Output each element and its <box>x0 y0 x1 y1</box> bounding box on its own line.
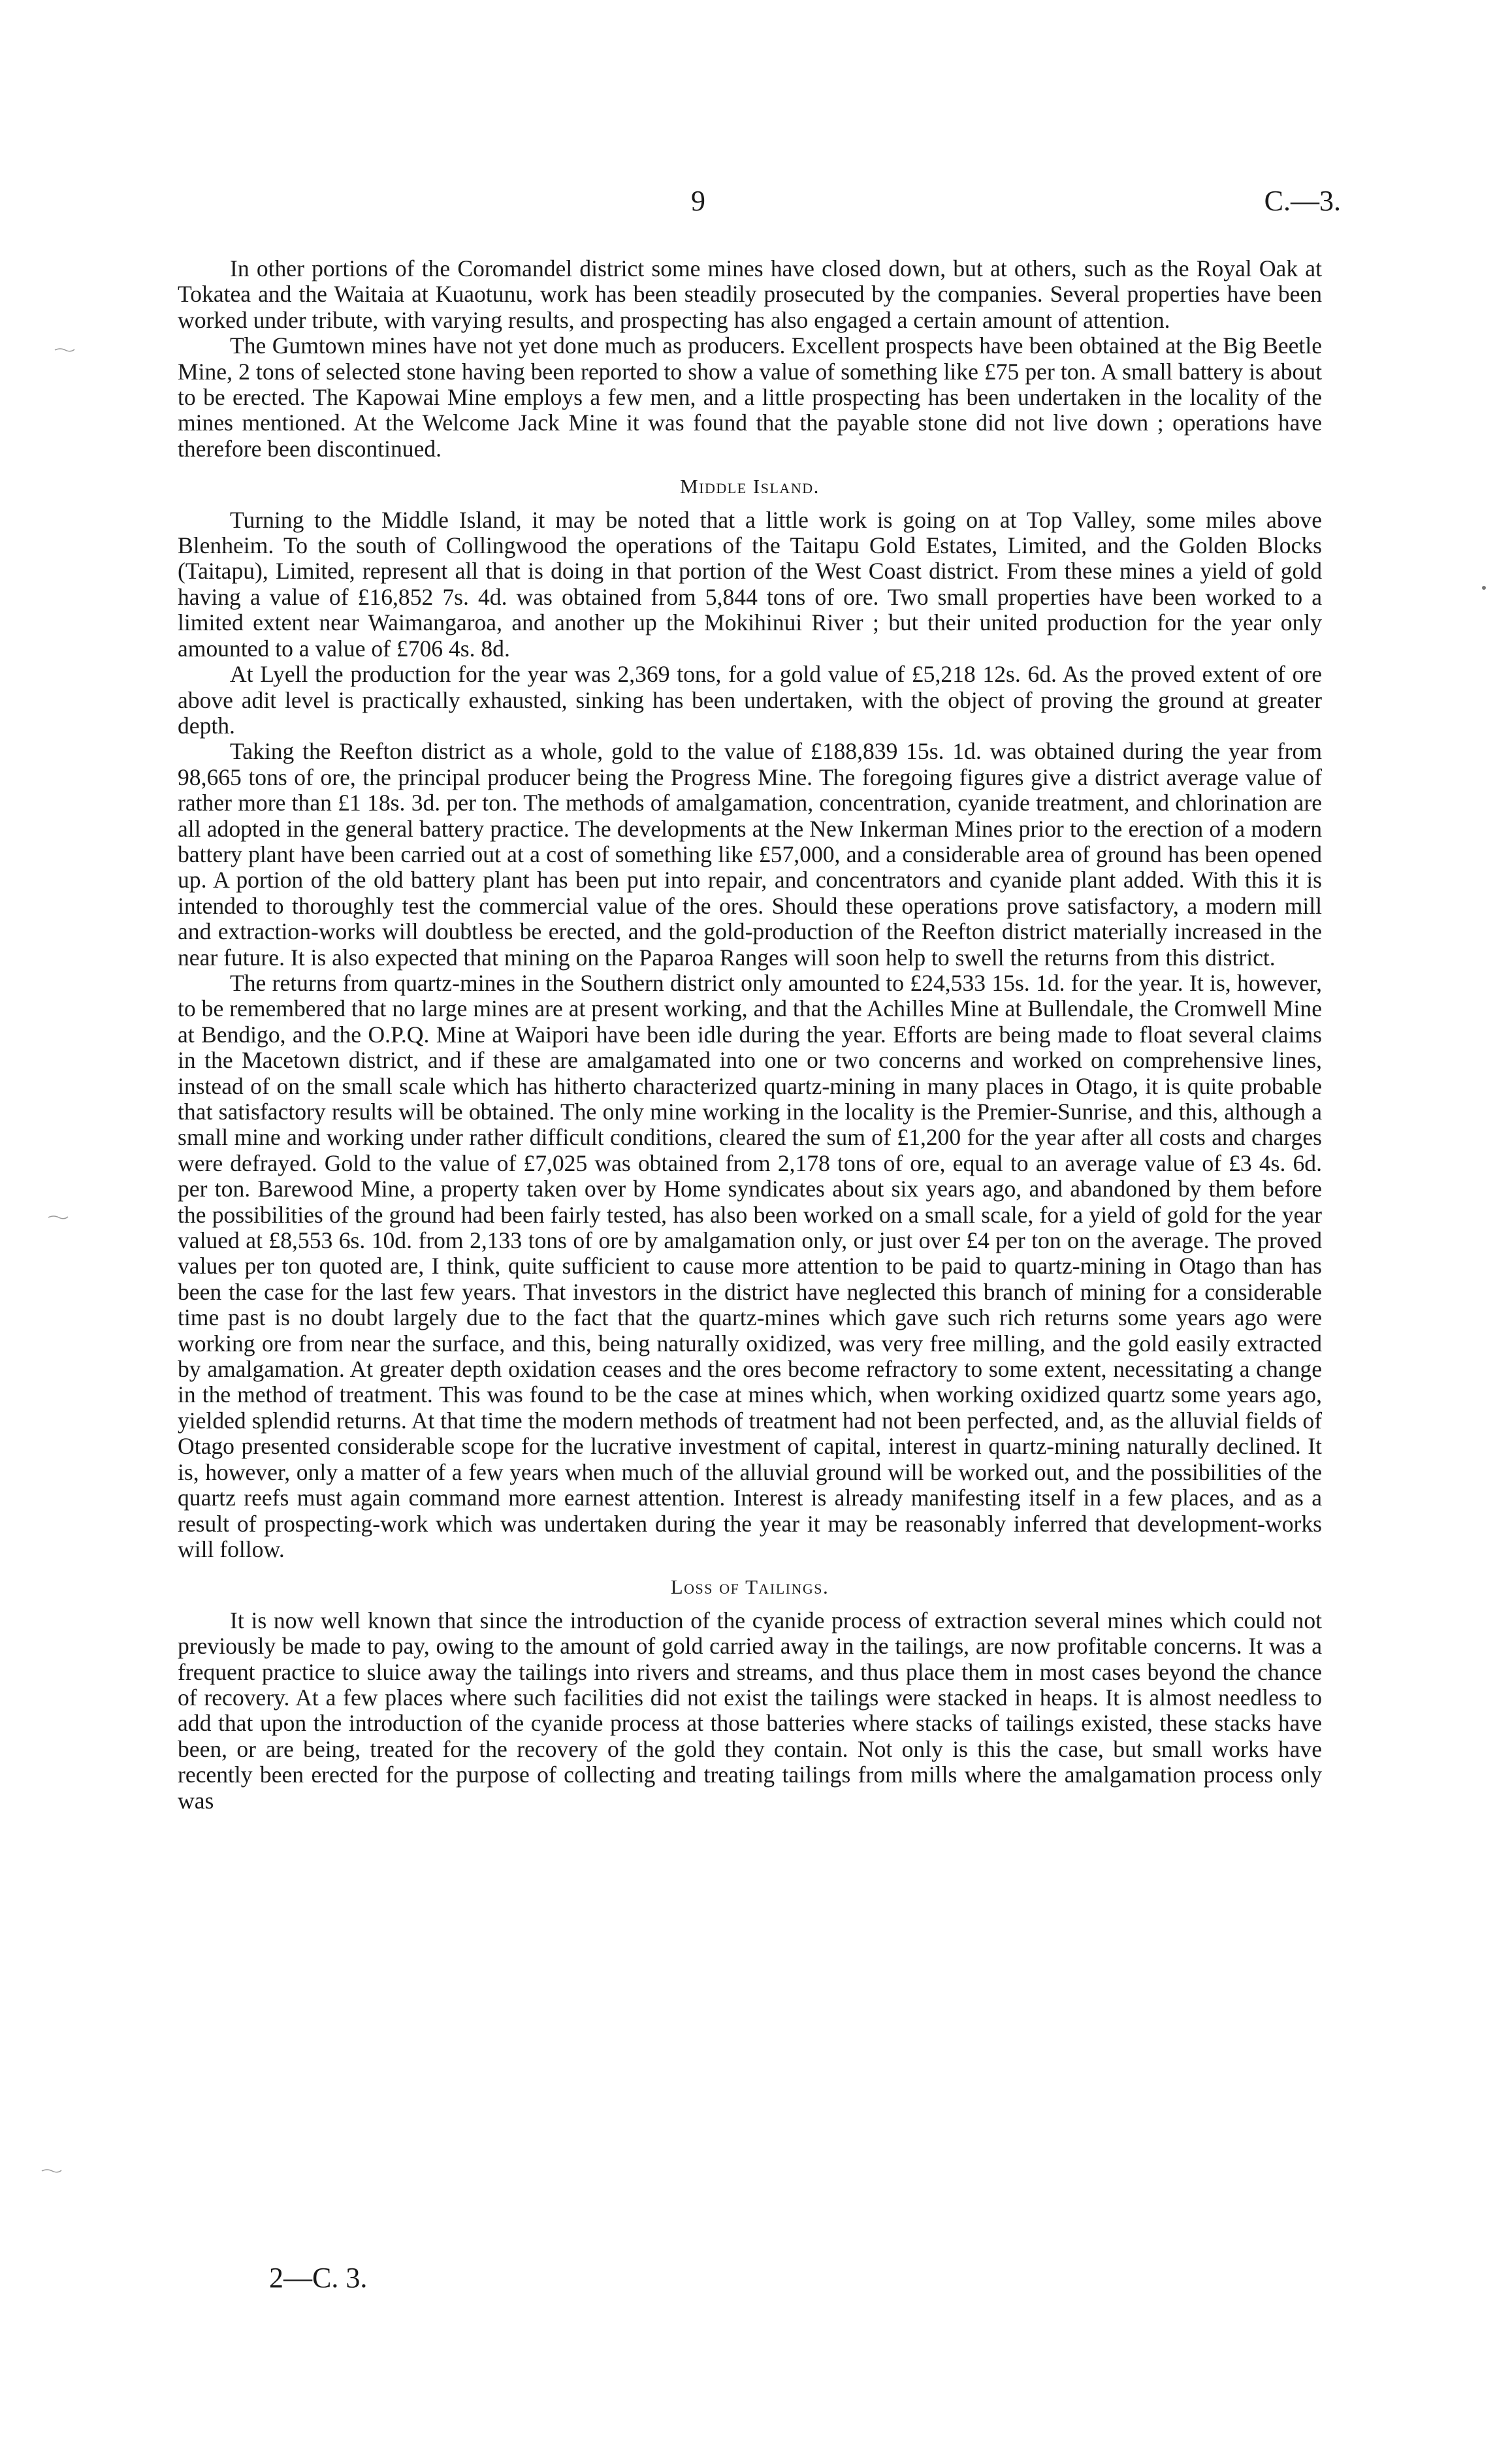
scan-mark-icon <box>40 2167 63 2174</box>
paragraph: The returns from quartz-mines in the Southern district only amounted to £24,533 15s. 1d. for the year. It is, however, to be remembered that no large mines are at present working, and that the Achilles Mine at Bullendale, the Cromwell Mine at Bendigo, and the O.P.Q. Mine at Waipori have been idle during the year. Efforts are being made to float several claims in the Macetown district, and if these are amalgamated into one or two concerns and worked on comprehensive lines, instead of on the small scale which has hitherto characterized quartz-mining in many places in Otago, it is quite probable that satisfactory results will be obtained. The only mine working in the locality is the Premier-Sunrise, and this, although a small mine and working under rather difficult conditions, cleared the sum of £1,200 for the year after all costs and charges were defrayed. Gold to the value of £7,025 was obtained from 2,178 tons of ore, equal to an average value of £3 4s. 6d. per ton. Barewood Mine, a property taken over by Home syndicates about six years ago, and abandoned by them before the possibilities of the ground had been fairly tested, has also been worked on a small scale, for a yield of gold for the year valued at £8,553 6s. 10d. from 2,133 tons of ore by amalgamation only, or just over £4 per ton on the average. The proved values per ton quoted are, I think, quite sufficient to cause more attention to be paid to quartz-mining in Otago than has been the case for the last few years. That investors in the district have neglected this branch of mining for a considerable time past is no doubt largely due to the fact that the quartz-mines which gave such rich returns some years ago were working ore from near the surface, and this, being naturally oxidized, was very free milling, and the gold easily extracted by amalgamation. At greater depth oxidation ceases and the ores become refractory to some extent, necessitating a change in the method of treatment. This was found to be the case at mines which, when working oxidized quartz some years ago, yielded splendid returns. At that time the modern methods of treatment had not been perfected, and, as the alluvial fields of Otago presented considerable scope for the lucrative investment of capital, interest in quartz-mining naturally declined. It is, however, only a matter of a few years when much of the alluvial ground will be worked out, and the possibilities of the quartz reefs must again command more earnest attention. Interest is already manifesting itself in a few places, and as a result of prospecting-work which was undertaken during the year it may be reasonably inferred that development-works will follow. <box>178 969 1322 1562</box>
page-number: 9 <box>691 185 705 217</box>
signature-mark: 2—C. 3. <box>269 2262 368 2294</box>
scan-dot-icon <box>1481 585 1487 590</box>
document-body <box>178 256 1322 1814</box>
page-header <box>0 184 1512 230</box>
section-heading-loss-of-tailings: Loss of Tailings. <box>670 1575 829 1599</box>
paragraph: At Lyell the production for the year was 2,369 tons, for a gold value of £5,218 12s. 6d. As the proved extent of ore above adit level is practically exhausted, sinking has been undertaken, with the object of proving the ground at greater depth. <box>178 661 1322 739</box>
section-heading-middle-island: Middle Island. <box>680 475 820 498</box>
scan-mark-icon <box>54 346 76 353</box>
paragraph: The Gumtown mines have not yet done much as producers. Excellent prospects have been obtained at the Big Beetle Mine, 2 tons of selected stone having been reported to show a value of something like £75 per ton. A small battery is about to be erected. The Kapowai Mine employs a few men, and a little prospecting has been undertaken in the locality of the mines mentioned. At the Welcome Jack Mine it was found that the payable stone did not live down ; operations have therefore been discontinued. <box>178 332 1322 462</box>
paragraph: Taking the Reefton district as a whole, gold to the value of £188,839 15s. 1d. was obtained during the year from 98,665 tons of ore, the principal producer being the Progress Mine. The foregoing figures give a district average value of rather more than £1 18s. 3d. per ton. The methods of amalgamation, concentration, cyanide treatment, and chlorination are all adopted in the general battery practice. The developments at the New Inkerman Mines prior to the erection of a modern battery plant have been carried out at a cost of something like £57,000, and a considerable area of ground has been opened up. A portion of the old battery plant has been put into repair, and concentrators and cyanide plant added. With this it is intended to thoroughly test the commercial value of the ores. Should these operations prove satisfactory, a modern mill and extraction-works will doubtless be erected, and the gold-production of the Reefton district materially increased in the near future. It is also expected that mining on the Paparoa Ranges will soon help to swell the returns from this district. <box>178 738 1322 971</box>
paragraph: It is now well known that since the introduction of the cyanide process of extraction several mines which could not previously be made to pay, owing to the amount of gold carried away in the tailings, are now profitable concerns. It was a frequent practice to sluice away the tailings into rivers and streams, and thus place them in most cases beyond the chance of recovery. At a few places where such facilities did not exist the tailings were stacked in heaps. It is almost needless to add that upon the introduction of the cyanide process at those batteries where stacks of tailings existed, these stacks have been, or are being, treated for the recovery of the gold they contain. Not only is this the case, but small works have recently been erected for the purpose of collecting and treating tailings from mills where the amalgamation process only was <box>178 1607 1322 1814</box>
scan-mark-icon <box>47 1214 69 1220</box>
paragraph: In other portions of the Coromandel district some mines have closed down, but at others, such as the Royal Oak at Tokatea and the Waitaia at Kuaotunu, work has been steadily prosecuted by the companies. Several properties have been worked under tribute, with varying results, and prospecting has also engaged a certain amount of attention. <box>178 255 1322 333</box>
paragraph: Turning to the Middle Island, it may be noted that a little work is going on at Top Valley, some miles above Blenheim. To the south of Collingwood the operations of the Taitapu Gold Estates, Limited, and the Golden Blocks (Taitapu), Limited, represent all that is doing in that portion of the West Coast district. From these mines a yield of gold having a value of £16,852 7s. 4d. was obtained from 5,844 tons of ore. Two small properties have been worked to a limited extent near Waimangaroa, and another up the Mokihinui River ; but their united production for the year only amounted to a value of £706 4s. 8d. <box>178 506 1322 662</box>
document-reference: C.—3. <box>1264 185 1341 217</box>
